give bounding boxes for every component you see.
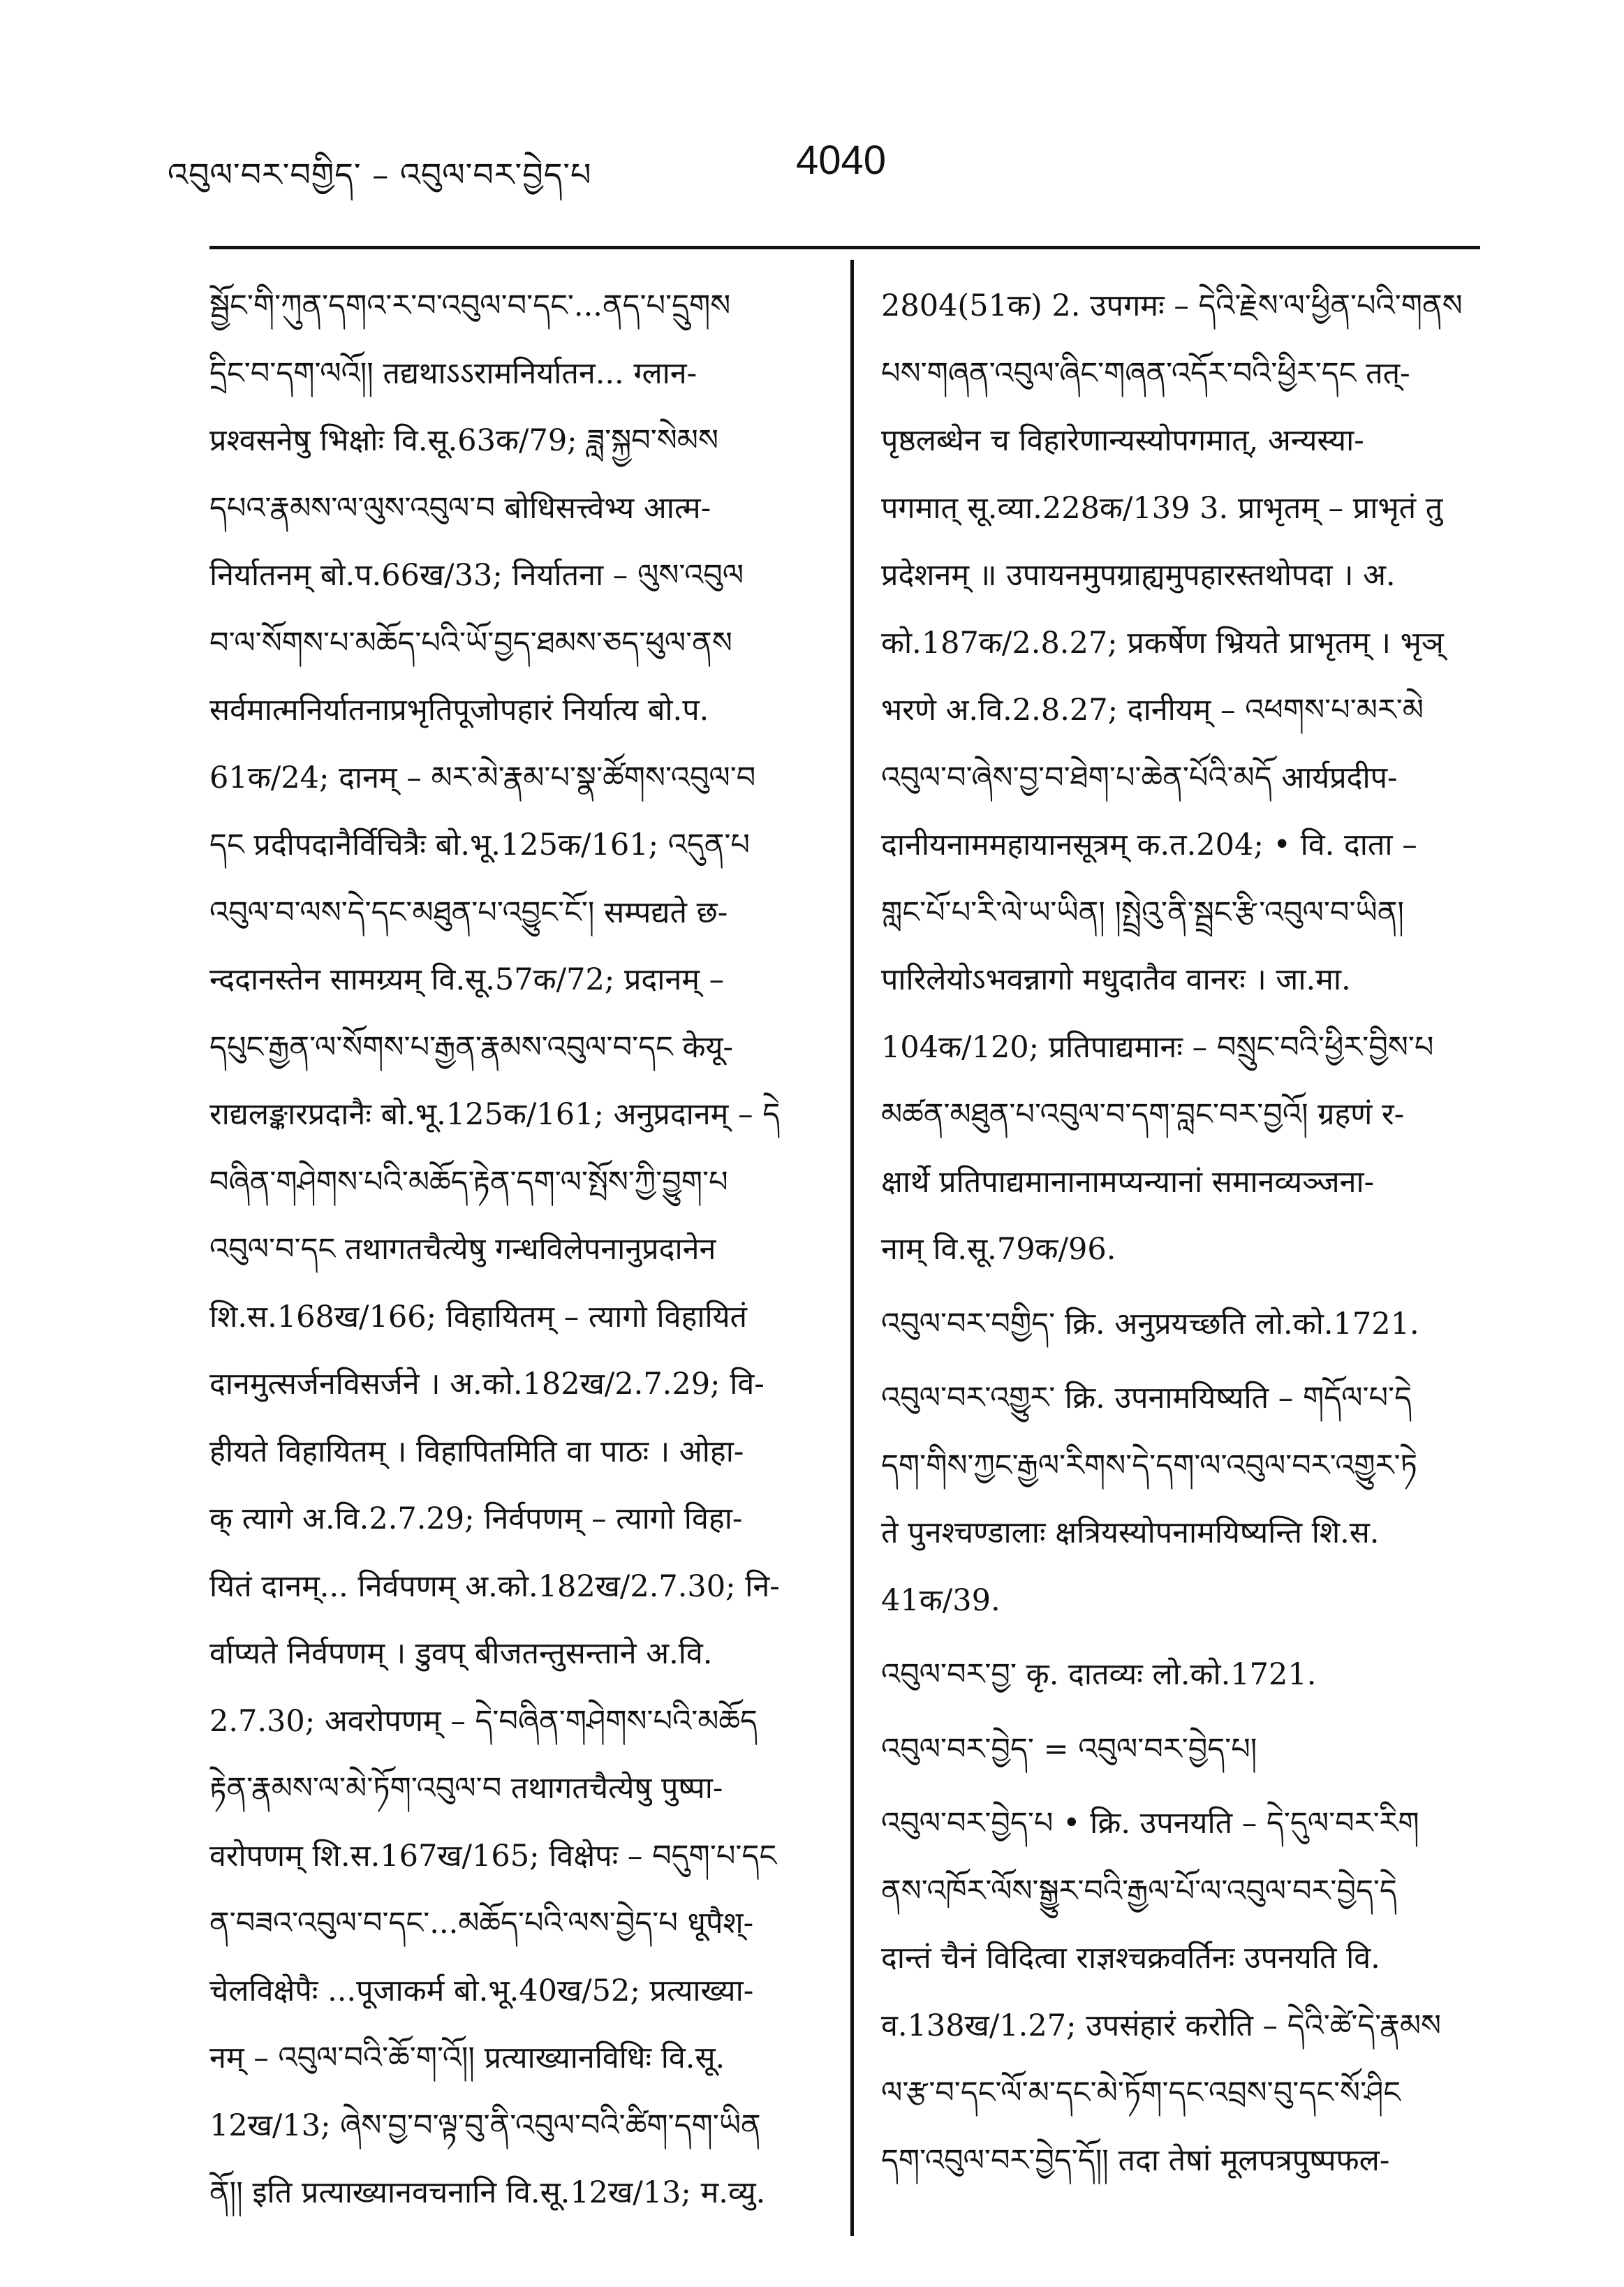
- text-line: གླང་པོ་པ་རི་ལེ་ཡ་ཡིན། །སྤྲེའུ་ནི་སྦྲང་རྩི་འབུལ་བ་ཡིན།: [881, 895, 1404, 930]
- text-line: वरोपणम् शि.स.167ख/165; विक्षेपः – བདུག་པ་དང: [209, 1838, 777, 1874]
- text-line: དཔུང་རྒྱན་ལ་སོགས་པ་རྒྱན་རྣམས་འབུལ་བ་དང केयू-: [209, 1029, 733, 1065]
- text-line: ནས་འཁོར་ལོས་སྒྱུར་བའི་རྒྱལ་པོ་ལ་འབུལ་བར་བྱེད་དེ: [881, 1873, 1397, 1909]
- text-line: 41क/39.: [881, 1582, 1001, 1618]
- text-line: को.187क/2.8.27; प्रकर्षेण भ्रियते प्राभृतम् । भृञ्: [881, 625, 1444, 661]
- text-line: འབུལ་བར་བྱེད་པ • क्रि. उपनयति – དེ་དུལ་བར་རིག: [881, 1806, 1419, 1841]
- text-line: पारिलेयोऽभवन्नागो मधुदातैव वानरः । जा.मा.: [881, 962, 1351, 997]
- running-title: འབུལ་བར་བགྱིད་ – འབུལ་བར་བྱེད་པ: [168, 156, 592, 193]
- text-line: सर्वमात्मनिर्यातनाप्रभृतिपूजोपहारं निर्यात्य बो.प.: [209, 693, 709, 728]
- text-line: पगमात् सू.व्या.228क/139 3. प्राभृतम् – प्राभृतं तु: [881, 490, 1443, 526]
- text-line: རྟེན་རྣམས་ལ་མེ་ཏོག་འབུལ་བ तथागतचैत्येषु पुष्पा-: [209, 1771, 723, 1806]
- header-rule: [209, 246, 1480, 249]
- text-line: क्षार्थे प्रतिपाद्यमानानामप्यन्यानां समानव्यञ्जना-: [881, 1164, 1375, 1200]
- text-line: འབུལ་བར་འགྱུར་ क्रि. उपनामयिष्यति – གདོལ་པ་དེ: [881, 1381, 1412, 1415]
- page-number: 4040: [796, 138, 887, 183]
- text-line: चेलविक्षेपैः ...पूजाकर्म बो.भू.40ख/52; प्रत्याख्या-: [209, 1973, 754, 2008]
- entry-gap: [881, 1783, 1482, 1790]
- text-line: दान्तं चैनं विदित्वा राज्ञश्चक्रवर्तिनः उपनयति वि.: [881, 1941, 1380, 1976]
- text-line: འབུལ་བར་བྱ་ कृ. दातव्यः लो.को.1721.: [881, 1657, 1317, 1692]
- text-line: र्वाप्यते निर्वपणम् । डुवप् बीजतन्तुसन्ताने अ.वि.: [209, 1636, 713, 1671]
- text-line: འབུལ་བར་བགྱིད་ क्रि. अनुप्रयच्छति लो.को.1721.: [881, 1306, 1419, 1341]
- text-line: པས་གཞན་འབུལ་ཞིང་གཞན་འདོར་བའི་ཕྱིར་དང तत्-: [881, 355, 1410, 391]
- right-column: [881, 272, 1482, 2194]
- text-line: 12ख/13; ཞེས་བྱ་བ་ལྟ་བུ་ནི་འབུལ་བའི་ཚིག་དག་ཡིན: [209, 2108, 761, 2143]
- text-line: ན་བཟའ་འབུལ་བ་དང་...མཆོད་པའི་ལས་བྱེད་པ धूपैश्-: [209, 1906, 754, 1941]
- text-line: दानीयनाममहायानसूत्रम् क.त.204; • वि. दाता –: [881, 828, 1417, 862]
- text-line: 2804(51क) 2. उपगमः – དེའི་རྗེས་ལ་ཕྱིན་པའི་གནས: [881, 288, 1463, 323]
- text-line: भरणे अ.वि.2.8.27; दानीयम् – འཕགས་པ་མར་མེ: [881, 693, 1424, 728]
- text-line: 2.7.30; अवरोपणम् – དེ་བཞིན་གཤེགས་པའི་མཆོད: [209, 1703, 758, 1739]
- text-line: འབུལ་བ་དང तथागतचैत्येषु गन्धविलेपनानुप्रदानेन: [209, 1232, 716, 1267]
- text-line: प्रदेशनम् ॥ उपायनमुपग्राह्यमुपहारस्तथोपदा । अ.: [881, 558, 1396, 593]
- text-line: हीयते विहायितम् । विहापितमिति वा पाठः । ओहा-: [209, 1434, 744, 1469]
- text-line: བཞིན་གཤེགས་པའི་མཆོད་རྟེན་དག་ལ་སྤོས་ཀྱི་བྱུག་པ: [209, 1164, 728, 1200]
- text-line: दानमुत्सर्जनविसर्जने । अ.को.182ख/2.7.29; वि-: [209, 1367, 765, 1402]
- text-line: བ་ལ་སོགས་པ་མཆོད་པའི་ཡོ་བྱད་ཐམས་ཅད་ཕུལ་ནས: [209, 625, 732, 661]
- entry-gap: [881, 1634, 1482, 1641]
- text-line: སྦྱོང་གི་ཀུན་དགའ་ར་བ་འབུལ་བ་དང་...ནད་པ་དྲུགས: [209, 288, 731, 323]
- text-line: नाम् वि.सू.79क/96.: [881, 1232, 1116, 1267]
- left-column: [209, 272, 831, 2227]
- text-line: क् त्यागे अ.वि.2.7.29; निर्वपणम् – त्यागो विहा-: [209, 1501, 743, 1536]
- text-line: དག་གིས་ཀྱང་རྒྱལ་རིགས་དེ་དག་ལ་འབུལ་བར་འགྱུར་ཏེ: [881, 1448, 1417, 1483]
- entry-gap: [881, 1284, 1482, 1290]
- text-line: འབུལ་བར་བྱེད་ = འབུལ་བར་བྱེད་པ།: [881, 1731, 1257, 1767]
- text-line: མཚན་མཐུན་པ་འབུལ་བ་དག་བླང་བར་བྱའོ། ग्रहणं र-: [881, 1097, 1405, 1132]
- text-line: ནོ།། इति प्रत्याख्यानवचनानि वि.सू.12ख/13; म.व्यु.: [209, 2175, 766, 2210]
- text-line: व.138ख/1.27; उपसंहारं करोति – དེའི་ཚེ་དེ་རྣམས: [881, 2008, 1442, 2043]
- entry-gap: [881, 1709, 1482, 1716]
- text-line: དང प्रदीपदानैर्विचित्रैः बो.भू.125क/161; འདུན་པ: [209, 828, 750, 862]
- text-line: राद्यलङ्कारप्रदानैः बो.भू.125क/161; अनुप्रदानम् – དེ: [209, 1097, 781, 1132]
- text-line: 104क/120; प्रतिपाद्यमानः – བསྲུང་བའི་ཕྱིར་བྱིས་པ: [881, 1029, 1434, 1065]
- text-line: འབུལ་བ་ལས་དེ་དང་མཐུན་པ་འབྱུང་ངོ་། सम्पद्यते छ-: [209, 895, 728, 930]
- text-line: དཔའ་རྣམས་ལ་ལུས་འབུལ་བ बोधिसत्त्वेभ्य आत्म-: [209, 490, 711, 526]
- text-line: निर्यातनम् बो.प.66ख/33; निर्यातना – ལུས་འབུལ: [209, 558, 744, 593]
- column-divider: [850, 260, 854, 2236]
- text-line: དྲིང་བ་དག་ལའོ།། तद्यथाऽऽरामनिर्यातन... ग्लान-: [209, 355, 697, 391]
- text-line: ལ་རྩ་བ་དང་ལོ་མ་དང་མེ་ཏོག་དང་འབྲས་བུ་དང་སོ་ཤིང: [881, 2075, 1401, 2110]
- entry-gap: [881, 1358, 1482, 1365]
- text-line: ते पुनश्चण्डालाः क्षत्रियस्योपनामयिष्यन्ति शि.स.: [881, 1515, 1380, 1550]
- text-line: पृष्ठलब्धेन च विहारेणान्यस्योपगमात्, अन्यस्या-: [881, 423, 1364, 458]
- text-line: འབུལ་བ་ཞེས་བྱ་བ་ཐེག་པ་ཆེན་པོའི་མདོ आर्यप्रदीप-: [881, 760, 1398, 795]
- text-line: यितं दानम्... निर्वपणम् अ.को.182ख/2.7.30; नि-: [209, 1568, 780, 1604]
- text-line: न्ददानस्तेन सामग्र्यम् वि.सू.57क/72; प्रदानम् –: [209, 962, 725, 997]
- text-line: 61क/24; दानम् – མར་མེ་རྣམ་པ་སྣ་ཚོགས་འབུལ་བ: [209, 760, 756, 795]
- text-line: शि.स.168ख/166; विहायितम् – त्यागो विहायितं: [209, 1299, 748, 1334]
- text-line: नम् – འབུལ་བའི་ཆོ་ག་འོ།། प्रत्याख्यानविधिः वि.सू.: [209, 2040, 725, 2075]
- text-line: དག་འབུལ་བར་བྱེད་དོ།། तदा तेषां मूलपत्रपुष्पफल-: [881, 2142, 1390, 2178]
- text-line: प्रश्वसनेषु भिक्षोः वि.सू.63क/79; ཟླ་སྐྱབ་སེམས: [209, 423, 718, 458]
